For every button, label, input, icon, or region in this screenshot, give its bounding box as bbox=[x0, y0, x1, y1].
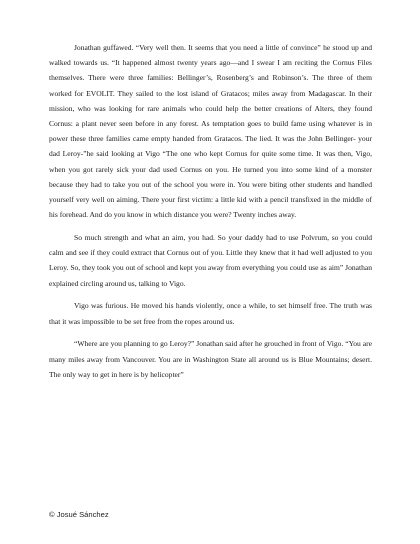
paragraph: So much strength and what an aim, you had. So your daddy had to use Polvrum, so you could calm and see if they could extract that Cornus out of you. Little they knew that it had well adjusted to you Leroy. So, they took you out of school and kept you away from everything you could use as aim” Jonathan explained circling around us, talking to Vigo. bbox=[49, 233, 372, 288]
paragraph: Jonathan guffawed. “Very well then. It seems that you need a little of convince” he stood up and walked towards us. “It happened almost twenty years ago—and I swear I am reciting the Cornus Files themselves. There were three families: Bellinger’s, Rosenberg’s and Robinson’s. The three of them worked for EVOLIT. They sailed to the lost island of Gratacos; miles away from Madagascar. In their mission, who was looking for rare animals who could help the better creations of Alters, they found Cornus: a plant never seen before in any forest. As temptation goes to build fame using whatever is in power these three families came empty handed from Gratacos. The lied. It was the John Bellinger- your dad Leroy-”he said looking at Vigo “The one who kept Cornus for quite some time. It was then, Vigo, when you got rarely sick your dad used Cornus on you. He turned you into some kind of a monster because they had to take you out of the school you were in. You were biting other students and handled yourself very well on aiming. There your first victim: a little kid with a pencil transfixed in the middle of his forehead. And do you know in which distance you were? Twenty inches away. bbox=[49, 43, 372, 220]
copyright-footer: © Josué Sánchez bbox=[49, 510, 109, 519]
paragraph: Vigo was furious. He moved his hands violently, once a while, to set himself free. The truth was that it was impossible to be set free from the ropes around us. bbox=[49, 301, 372, 326]
document-body bbox=[49, 40, 372, 390]
paragraph: “Where are you planning to go Leroy?” Jonathan said after he grouched in front of Vigo. “You are many miles away from Vancouver. You are in Washington State all around us is Blue Mountains; desert. The only way to get in here is by helicopter” bbox=[49, 339, 372, 379]
